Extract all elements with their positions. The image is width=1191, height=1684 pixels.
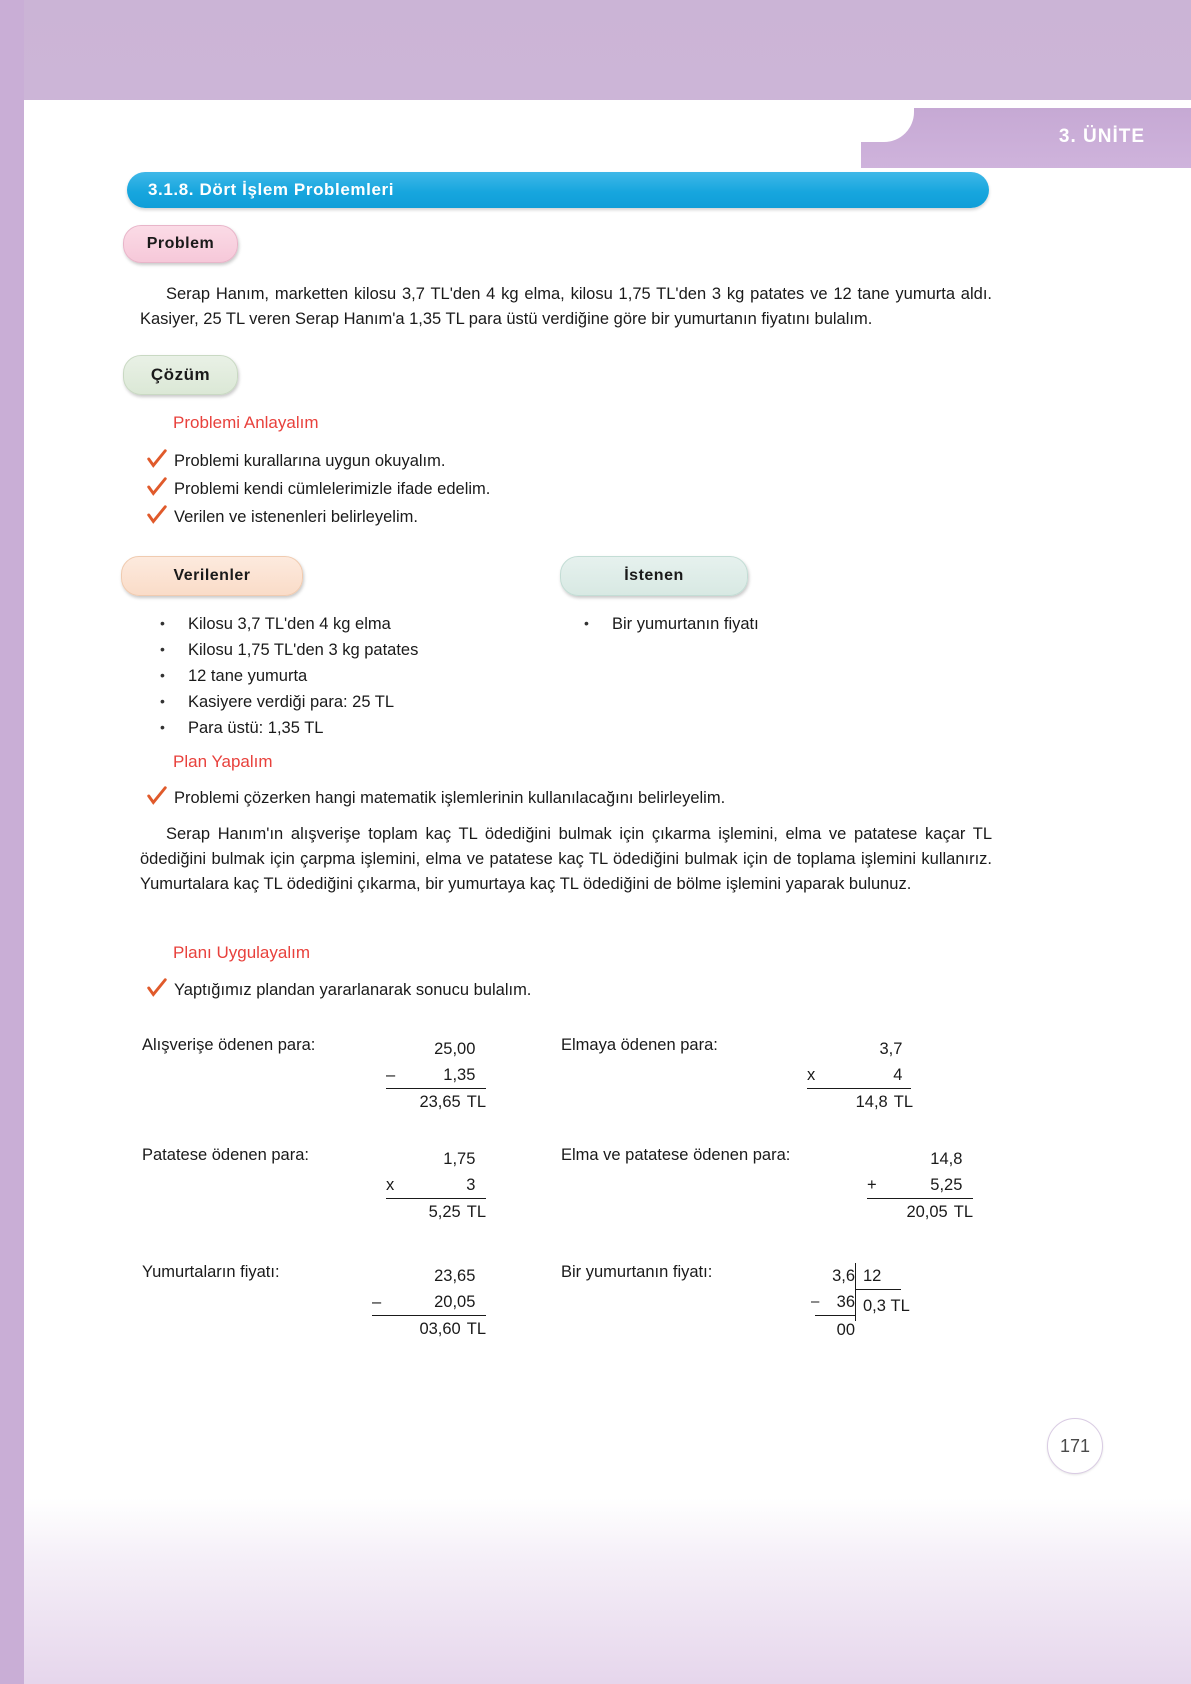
division-subtrahend: 36 bbox=[836, 1293, 855, 1311]
given-pill-label: Verilenler bbox=[173, 567, 251, 584]
calculation-operand-1: 14,8 bbox=[930, 1150, 963, 1168]
heading-apply-plan: Planı Uygulayalım bbox=[173, 943, 311, 962]
operator-sign: – bbox=[372, 1293, 382, 1311]
division-vertical-rule bbox=[855, 1263, 856, 1321]
calculation-result: 20,05 TL bbox=[906, 1203, 973, 1221]
division-subtraction-rule bbox=[815, 1315, 855, 1316]
check-item-label: Verilen ve istenenleri belirleyelim. bbox=[174, 508, 418, 526]
division-dividend: 3,6 bbox=[832, 1267, 855, 1285]
calculation-result: 03,60 TL bbox=[419, 1320, 486, 1338]
solution-pill bbox=[123, 355, 238, 395]
unit-tab-notch bbox=[24, 100, 914, 142]
calculation-operand-2: x 3 bbox=[364, 1172, 486, 1198]
calculation-operand-2: + 5,25 bbox=[851, 1172, 973, 1198]
page-bottom-fade bbox=[24, 1384, 1191, 1684]
check-item bbox=[146, 450, 445, 472]
check-item bbox=[146, 506, 418, 528]
division-quotient: 0,3 TL bbox=[863, 1297, 910, 1315]
given-list bbox=[156, 612, 418, 742]
page-number bbox=[1047, 1418, 1103, 1474]
problem-pill-label: Problem bbox=[146, 235, 215, 252]
calculation-label: Patatese ödenen para: bbox=[142, 1146, 309, 1164]
section-title-text: 3.1.8. Dört İşlem Problemleri bbox=[148, 180, 395, 199]
solution-pill-label: Çözüm bbox=[150, 365, 211, 384]
problem-pill bbox=[123, 225, 238, 263]
asked-pill bbox=[560, 556, 748, 596]
division-minus-sign: – bbox=[811, 1293, 820, 1310]
plan-paragraph: Serap Hanım'ın alışverişe toplam kaç TL ödediğini bulmak için çıkarma işlemini, elma ve patatese kaçar TL ödediğini bulmak için çarpma işlemini, elma ve patatese kaç TL ödediğini bulmak için de toplama işlemini kullanırız. Yumurtalara kaç TL ödediğini çıkarma, bir yumurtaya kaç TL ödediğini de bölme işlemini yaparak bulunuz. bbox=[140, 825, 992, 893]
list-item: • 12 tane yumurta bbox=[156, 664, 418, 689]
list-item: • Para üstü: 1,35 TL bbox=[156, 716, 418, 741]
list-item: • Kilosu 1,75 TL'den 3 kg patates bbox=[156, 638, 418, 663]
asked-pill-label: İstenen bbox=[624, 567, 684, 584]
calculation-result: 23,65 TL bbox=[419, 1093, 486, 1111]
unit-tab-label: 3. ÜNİTE bbox=[1058, 126, 1145, 147]
checkmark-icon bbox=[146, 977, 168, 999]
check-item bbox=[146, 787, 725, 809]
operator-sign: – bbox=[386, 1066, 396, 1084]
checkmark-icon bbox=[146, 785, 168, 807]
division-remainder: 00 bbox=[836, 1321, 855, 1339]
calculation-result: 5,25 TL bbox=[428, 1203, 486, 1221]
operator-sign: x bbox=[807, 1066, 816, 1084]
page-number-text: 171 bbox=[1059, 1435, 1091, 1456]
calculation-label: Elmaya ödenen para: bbox=[561, 1036, 718, 1054]
calculation-operand-2: – 20,05 bbox=[364, 1289, 486, 1315]
calculation-operand-1: 1,75 bbox=[443, 1150, 476, 1168]
calculation-operand-1: 23,65 bbox=[434, 1267, 476, 1285]
page-left-band bbox=[0, 0, 24, 1684]
checkmark-icon bbox=[146, 476, 168, 498]
list-item: • Bir yumurtanın fiyatı bbox=[580, 612, 759, 637]
calculation-operand-2: – 1,35 bbox=[364, 1062, 486, 1088]
calculation-label: Elma ve patatese ödenen para: bbox=[561, 1146, 791, 1164]
operator-sign: + bbox=[867, 1176, 877, 1194]
check-item-label: Problemi çözerken hangi matematik işlemlerinin kullanılacağını belirleyelim. bbox=[174, 789, 726, 807]
heading-understand-problem: Problemi Anlayalım bbox=[173, 413, 319, 432]
check-item-label: Problemi kurallarına uygun okuyalım. bbox=[174, 452, 446, 470]
long-division bbox=[797, 1263, 947, 1343]
list-item: • Kasiyere verdiği para: 25 TL bbox=[156, 690, 418, 715]
division-divisor: 12 bbox=[863, 1267, 882, 1285]
operator-sign: x bbox=[386, 1176, 395, 1194]
calculation-result: 14,8 TL bbox=[855, 1093, 913, 1111]
check-item-label: Problemi kendi cümlelerimizle ifade edelim. bbox=[174, 480, 491, 498]
calculation-label: Bir yumurtanın fiyatı: bbox=[561, 1263, 713, 1281]
check-item bbox=[146, 478, 490, 500]
check-item bbox=[146, 979, 531, 1001]
list-item: • Kilosu 3,7 TL'den 4 kg elma bbox=[156, 612, 418, 637]
division-horizontal-rule bbox=[855, 1289, 901, 1290]
checkmark-icon bbox=[146, 504, 168, 526]
given-pill bbox=[121, 556, 303, 596]
calculation-label: Alışverişe ödenen para: bbox=[142, 1036, 316, 1054]
calculation-operand-2: x 4 bbox=[791, 1062, 913, 1088]
check-item-label: Yaptığımız plandan yararlanarak sonucu bulalım. bbox=[174, 981, 532, 999]
calculation-operand-1: 25,00 bbox=[434, 1040, 476, 1058]
problem-statement: Serap Hanım, marketten kilosu 3,7 TL'den 4 kg elma, kilosu 1,75 TL'den 3 kg patates ve 12 tane yumurta aldı. Kasiyer, 25 TL veren Serap Hanım'a 1,35 TL para üstü verdiğine göre bir yumurtanın fiyatını bulalım. bbox=[140, 285, 992, 328]
asked-list bbox=[580, 612, 759, 638]
checkmark-icon bbox=[146, 448, 168, 470]
calculation-label: Yumurtaların fiyatı: bbox=[142, 1263, 280, 1281]
calculation-operand-1: 3,7 bbox=[879, 1040, 903, 1058]
heading-make-plan: Plan Yapalım bbox=[173, 752, 273, 771]
